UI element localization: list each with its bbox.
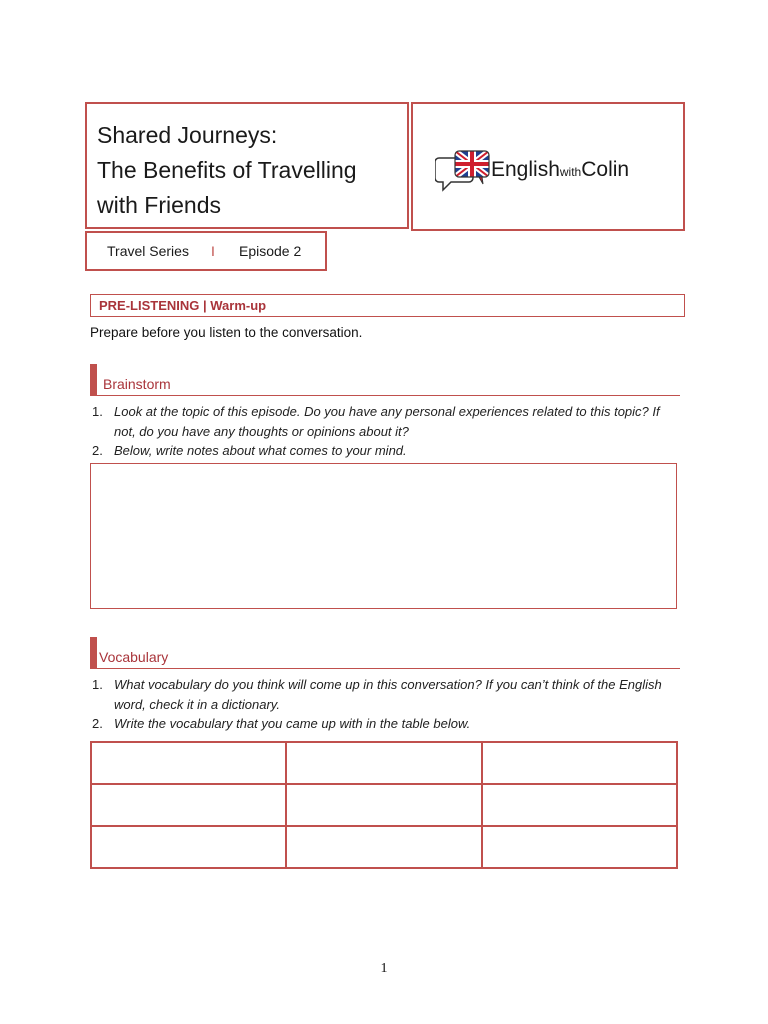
vocabulary-table [90,741,678,869]
table-cell[interactable] [91,826,286,868]
section-intro: Prepare before you listen to the conversation. [90,325,363,340]
heading-rule [90,668,680,669]
list-item: 2. Write the vocabulary that you came up with in the table below. [92,716,471,731]
section-heading-pre-listening: PRE-LISTENING | Warm-up [90,294,685,317]
series-episode-box [85,231,327,271]
logo-with: with [559,165,582,179]
list-item: 2. Below, write notes about what comes to your mind. [92,443,407,458]
vocabulary-instructions [90,675,670,734]
logo-english: English [491,158,560,181]
logo-text [491,158,629,182]
brainstorm-instructions [90,402,670,461]
logo-colin: Colin [581,158,630,181]
title-line-2: The Benefits of Travelling [97,157,357,183]
table-cell[interactable] [286,784,481,826]
series-label: Travel Series [107,243,189,259]
uk-flag-speech-bubble-icon [435,150,491,194]
table-row [91,826,677,868]
notes-writing-box[interactable] [90,463,677,609]
table-cell[interactable] [91,742,286,784]
brainstorm-heading [90,364,680,396]
vocabulary-heading-label: Vocabulary [99,649,169,665]
episode-label: Episode 2 [239,243,302,259]
separator: I [211,243,215,259]
table-cell[interactable] [482,784,677,826]
table-cell[interactable] [482,742,677,784]
english-with-colin-logo [435,150,675,194]
list-item: 1. Look at the topic of this episode. Do you have any personal experiences related to this topic? If not, do you have any thoughts or opinions about it? [92,404,660,439]
table-cell[interactable] [286,826,481,868]
table-cell[interactable] [286,742,481,784]
table-row [91,784,677,826]
page-number: 1 [380,961,388,976]
table-cell[interactable] [91,784,286,826]
table-cell[interactable] [482,826,677,868]
heading-rule [90,395,680,396]
heading-accent-bar [90,364,97,396]
title-box [85,102,409,229]
list-item: 1. What vocabulary do you think will come up in this conversation? If you can’t think of the English word, check it in a dictionary. [92,677,662,712]
heading-accent-bar [90,637,97,669]
logo-box [411,102,685,231]
title-line-3: with Friends [97,192,221,218]
brainstorm-heading-label: Brainstorm [103,376,171,392]
vocabulary-heading [90,637,680,669]
table-row [91,742,677,784]
title-line-1: Shared Journeys: [97,122,278,148]
